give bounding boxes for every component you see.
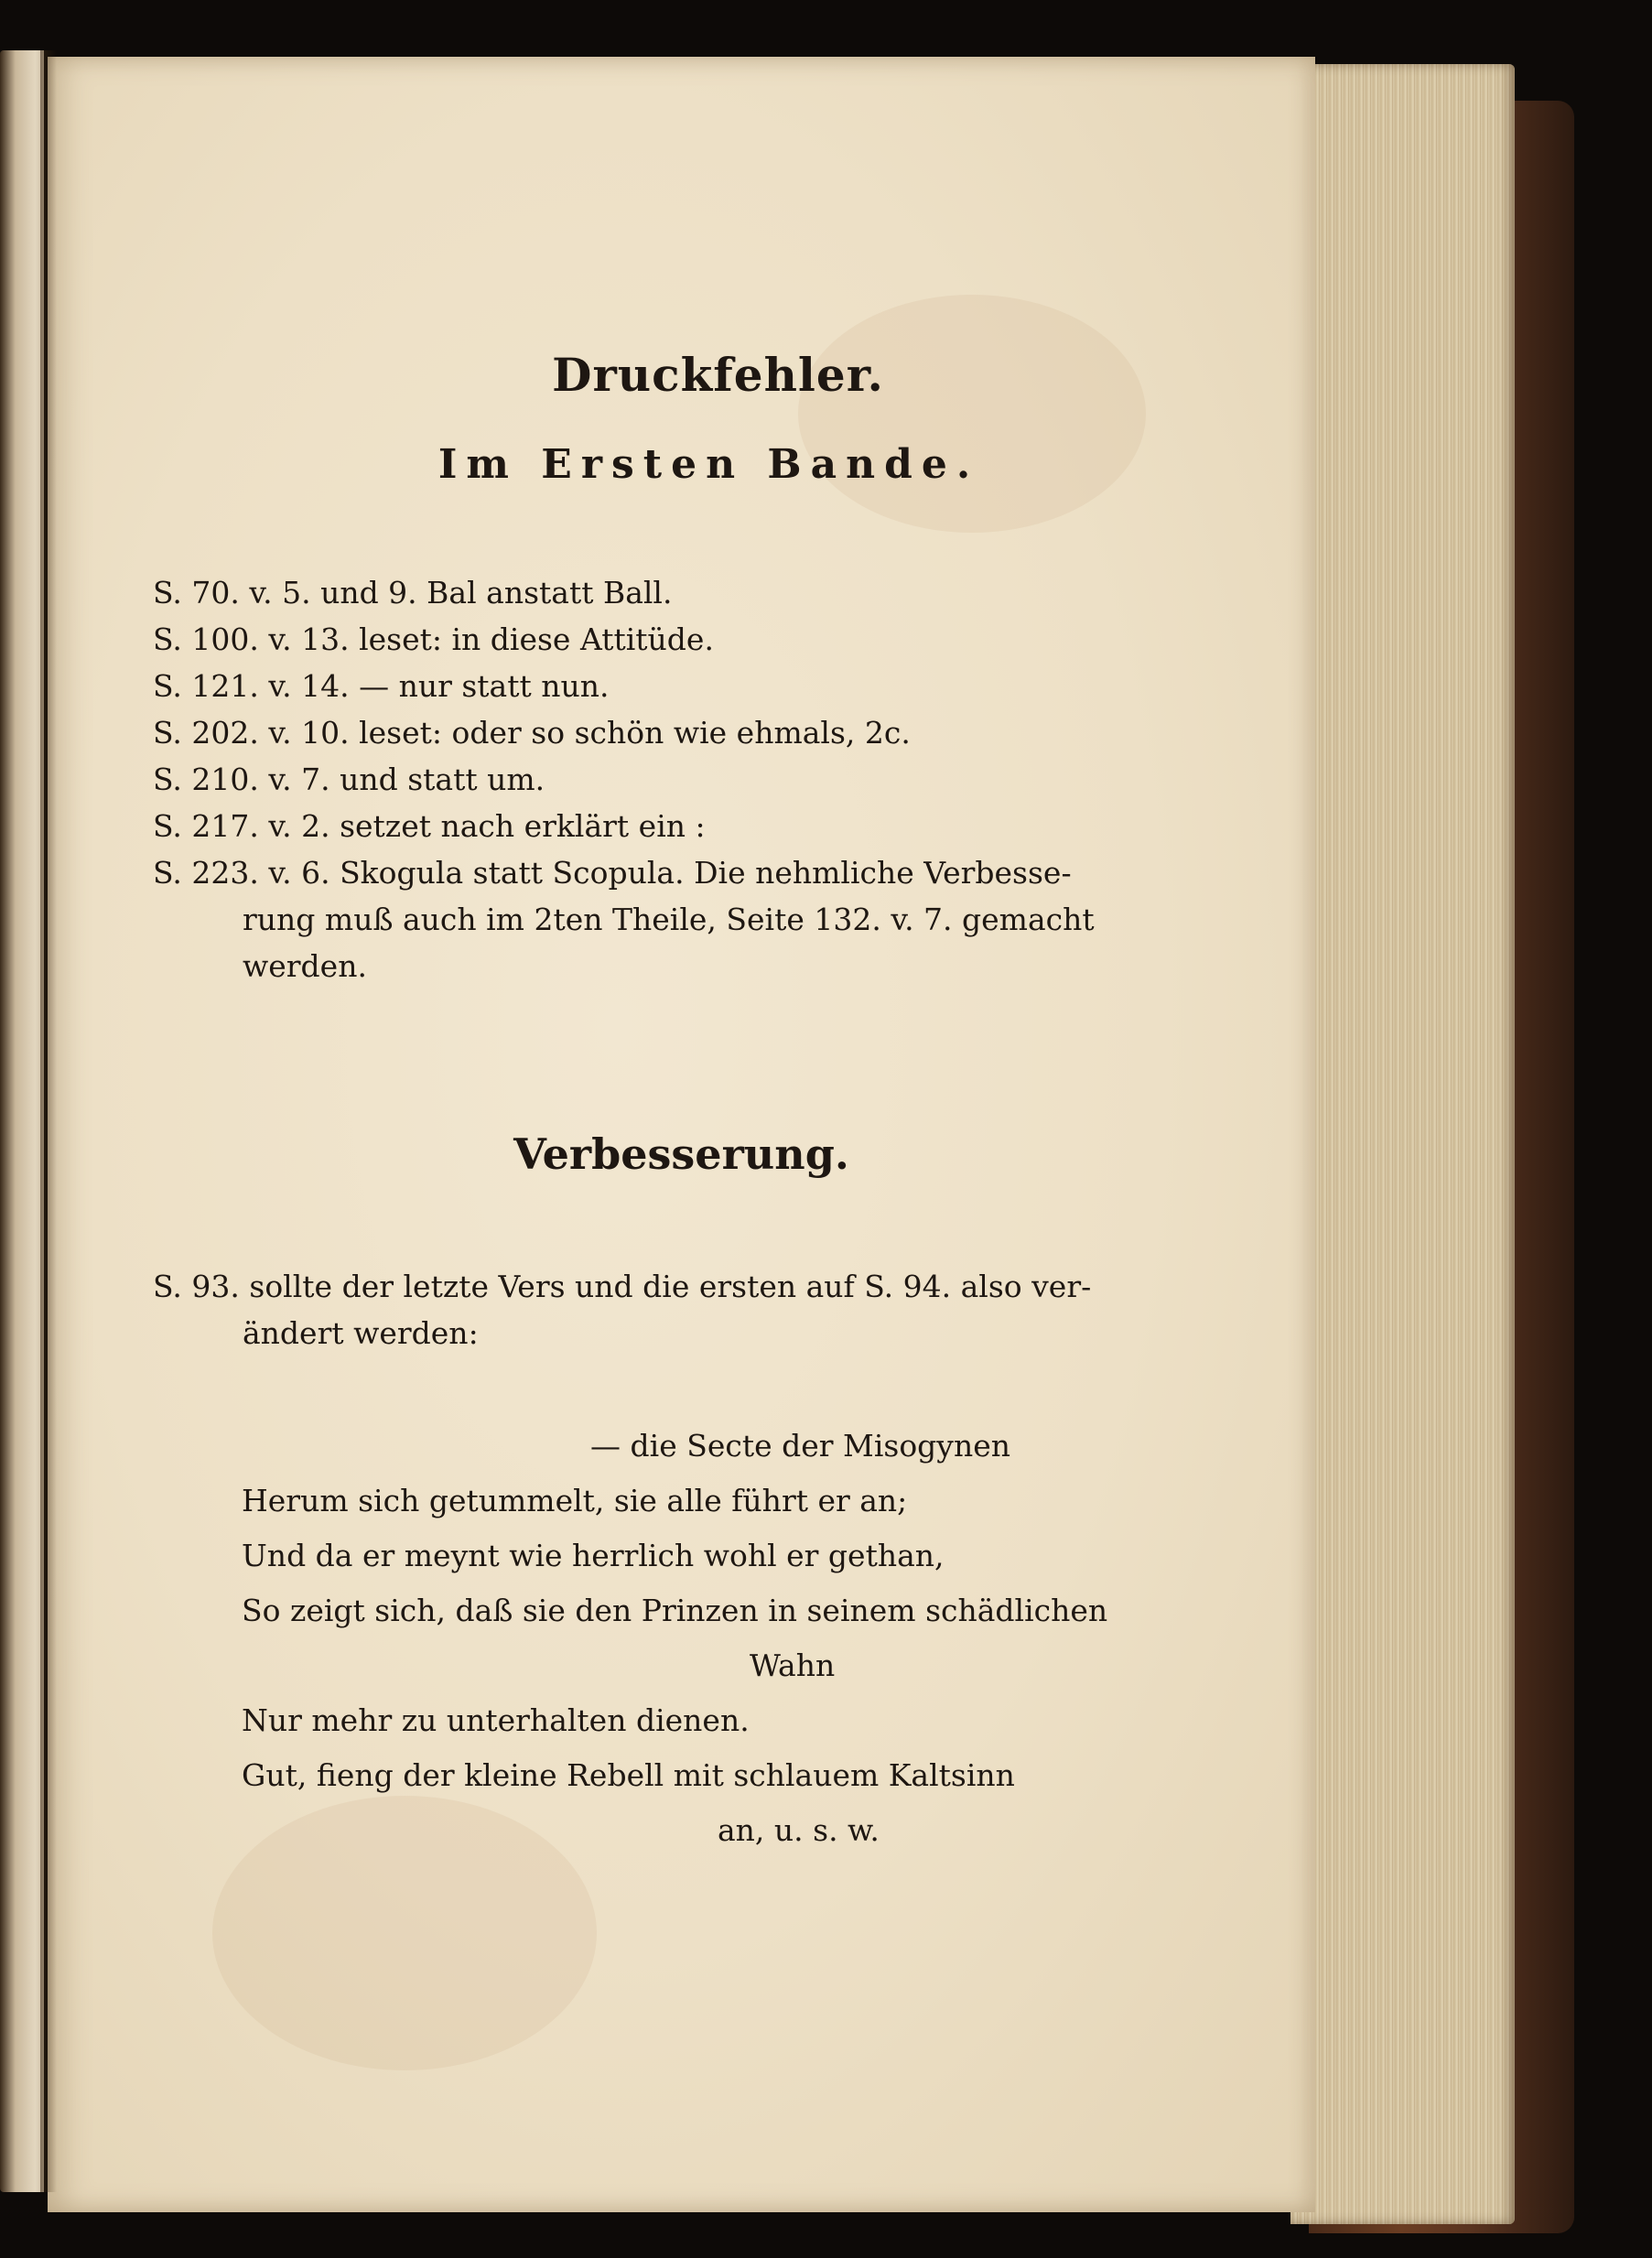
correction-title: Verbesserung. — [513, 1129, 849, 1179]
errata-ref: S. 70. v. 5. und 9. — [153, 575, 417, 610]
verse-line: — die Secte der Misogynen — [590, 1428, 1010, 1464]
correction-intro — [153, 1263, 1092, 1356]
errata-list — [153, 569, 1095, 989]
errata-ref: S. 217. v. 2. — [153, 808, 330, 844]
errata-text: und statt um. — [340, 762, 545, 797]
errata-text: — nur statt nun. — [359, 668, 610, 704]
errata-ref: S. 121. v. 14. — [153, 668, 350, 704]
binding-shadow — [40, 50, 57, 2192]
errata-ref: S. 210. v. 7. — [153, 762, 330, 797]
errata-text: Bal anstatt Ball. — [426, 575, 673, 610]
errata-text: Skogula statt Scopula. Die nehmliche Verbesse- — [340, 855, 1072, 891]
errata-entry — [153, 849, 1086, 896]
page-title: Druckfehler. — [552, 348, 884, 402]
verse-line: So zeigt sich, daß sie den Prinzen in seinem schädlichen — [242, 1593, 1108, 1628]
book-page — [48, 57, 1315, 2212]
verse-line: Gut, fieng der kleine Rebell mit schlauem Kaltsinn — [242, 1757, 1015, 1793]
errata-text: setzet nach erklärt ein : — [340, 808, 706, 844]
verse-block — [242, 1419, 1108, 1858]
correction-intro-line: ändert werden: — [243, 1315, 479, 1351]
verse-line: Herum sich getummelt, sie alle führt er an; — [242, 1483, 908, 1518]
errata-entry — [153, 803, 1086, 849]
page-subtitle: Im Ersten Bande. — [437, 441, 980, 488]
errata-ref: S. 223. v. 6. — [153, 855, 330, 891]
errata-entry — [153, 709, 1086, 756]
errata-entry — [153, 756, 1086, 803]
errata-entry — [153, 616, 1086, 663]
verse-line-continuation: an, u. s. w. — [718, 1812, 880, 1848]
errata-continuation: werden. — [243, 948, 367, 984]
errata-entry — [153, 569, 1086, 616]
verse-line: Nur mehr zu unterhalten dienen. — [242, 1702, 750, 1738]
errata-text: leset: in diese Attitüde. — [359, 621, 714, 657]
errata-entry — [153, 663, 1086, 709]
verse-line: Und da er meynt wie herrlich wohl er gethan, — [242, 1538, 945, 1573]
verse-line-continuation: Wahn — [750, 1648, 836, 1683]
errata-continuation: rung muß auch im 2ten Theile, Seite 132. v. 7. gemacht — [243, 902, 1095, 937]
errata-ref: S. 100. v. 13. — [153, 621, 350, 657]
paper-stain — [798, 295, 1146, 533]
correction-intro-line: S. 93. sollte der letzte Vers und die ersten auf S. 94. also ver- — [153, 1269, 1092, 1304]
errata-ref: S. 202. v. 10. — [153, 715, 350, 751]
errata-text: leset: oder so schön wie ehmals, 2c. — [359, 715, 911, 751]
left-page-edge — [0, 50, 44, 2192]
page-edges — [1290, 64, 1515, 2224]
